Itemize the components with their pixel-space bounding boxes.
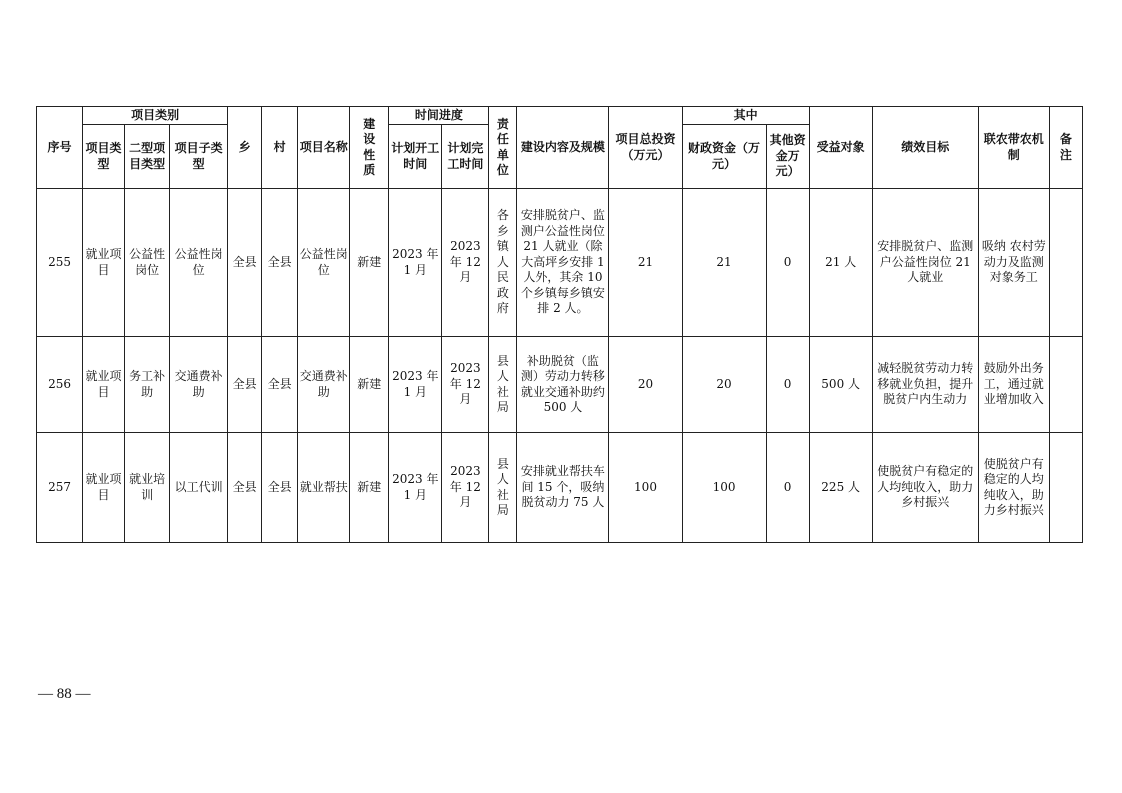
- cell-project-name: 公益性岗位: [298, 189, 350, 337]
- header-village: 村: [262, 107, 298, 189]
- cell-performance-goal: 减轻脱贫劳动力转移就业负担，提升脱贫户内生动力: [872, 337, 978, 433]
- cell-content-scale: 安排脱贫户、监测户公益性岗位 21 人就业（除大高坪乡安排 1 人外，其余 10 个乡镇每乡镇安排 2 人。: [517, 189, 609, 337]
- cell-responsible-unit: 县人社局: [489, 337, 517, 433]
- cell-fiscal-funds: 20: [682, 337, 766, 433]
- cell-village: 全县: [262, 337, 298, 433]
- cell-plan-start: 2023 年 1 月: [389, 337, 442, 433]
- cell-construction-nature: 新建: [350, 433, 389, 543]
- cell-performance-goal: 安排脱贫户、监测户公益性岗位 21 人就业: [872, 189, 978, 337]
- cell-project-type: 就业项目: [83, 189, 125, 337]
- cell-fiscal-funds: 100: [682, 433, 766, 543]
- cell-plan-end: 2023 年 12 月: [442, 433, 489, 543]
- header-sub-type: 项目子类型: [170, 125, 228, 189]
- cell-construction-nature: 新建: [350, 189, 389, 337]
- cell-secondary-type: 就业培训: [125, 433, 170, 543]
- header-content-scale: 建设内容及规模: [517, 107, 609, 189]
- table-row: [37, 337, 1083, 433]
- cell-fiscal-funds: 21: [682, 189, 766, 337]
- header-other-funds: 其他资金万元）: [766, 125, 809, 189]
- cell-project-name: 就业帮扶: [298, 433, 350, 543]
- cell-total-investment: 20: [609, 337, 682, 433]
- cell-farmer-link: 使脱贫户有稳定的人均纯收入，助力乡村振兴: [978, 433, 1049, 543]
- cell-seq: 257: [37, 433, 83, 543]
- cell-other-funds: 0: [766, 189, 809, 337]
- project-table: [36, 106, 1083, 543]
- page-number: — 88 —: [38, 686, 91, 702]
- cell-farmer-link: 鼓励外出务工，通过就业增加收入: [978, 337, 1049, 433]
- cell-remarks: [1049, 189, 1082, 337]
- cell-other-funds: 0: [766, 433, 809, 543]
- header-seq: 序号: [37, 107, 83, 189]
- header-of-which-group: 其中: [682, 107, 809, 125]
- header-farmer-link: 联农带农机制: [978, 107, 1049, 189]
- header-secondary-type: 二型项目类型: [125, 125, 170, 189]
- header-performance-goal: 绩效目标: [872, 107, 978, 189]
- header-category-group: 项目类别: [83, 107, 228, 125]
- cell-plan-start: 2023 年 1 月: [389, 433, 442, 543]
- header-remarks: 备注: [1049, 107, 1082, 189]
- cell-village: 全县: [262, 433, 298, 543]
- cell-beneficiaries: 225 人: [809, 433, 872, 543]
- header-township: 乡: [228, 107, 262, 189]
- cell-project-name: 交通费补助: [298, 337, 350, 433]
- cell-total-investment: 21: [609, 189, 682, 337]
- cell-responsible-unit: 各乡镇人民政府: [489, 189, 517, 337]
- cell-beneficiaries: 21 人: [809, 189, 872, 337]
- header-responsible-unit: 责任单位: [489, 107, 517, 189]
- cell-project-type: 就业项目: [83, 337, 125, 433]
- cell-remarks: [1049, 337, 1082, 433]
- cell-seq: 255: [37, 189, 83, 337]
- header-plan-start: 计划开工时间: [389, 125, 442, 189]
- cell-township: 全县: [228, 433, 262, 543]
- header-schedule-group: 时间进度: [389, 107, 489, 125]
- cell-performance-goal: 使脱贫户有稳定的人均纯收入，助力乡村振兴: [872, 433, 978, 543]
- cell-secondary-type: 公益性岗位: [125, 189, 170, 337]
- cell-total-investment: 100: [609, 433, 682, 543]
- cell-sub-type: 以工代训: [170, 433, 228, 543]
- cell-construction-nature: 新建: [350, 337, 389, 433]
- header-plan-end: 计划完工时间: [442, 125, 489, 189]
- cell-plan-start: 2023 年 1 月: [389, 189, 442, 337]
- table-row: [37, 433, 1083, 543]
- cell-content-scale: 安排就业帮扶车间 15 个，吸纳脱贫动力 75 人: [517, 433, 609, 543]
- cell-project-type: 就业项目: [83, 433, 125, 543]
- cell-sub-type: 交通费补助: [170, 337, 228, 433]
- header-total-investment: 项目总投资（万元）: [609, 107, 682, 189]
- cell-secondary-type: 务工补助: [125, 337, 170, 433]
- cell-responsible-unit: 县人社局: [489, 433, 517, 543]
- cell-farmer-link: 吸纳 农村劳动力及监测对象务工: [978, 189, 1049, 337]
- header-construction-nature: 建设性质: [350, 107, 389, 189]
- cell-other-funds: 0: [766, 337, 809, 433]
- cell-plan-end: 2023 年 12 月: [442, 189, 489, 337]
- cell-content-scale: 补助脱贫（监测）劳动力转移就业交通补助约 500 人: [517, 337, 609, 433]
- cell-village: 全县: [262, 189, 298, 337]
- header-beneficiaries: 受益对象: [809, 107, 872, 189]
- cell-plan-end: 2023 年 12 月: [442, 337, 489, 433]
- cell-remarks: [1049, 433, 1082, 543]
- cell-beneficiaries: 500 人: [809, 337, 872, 433]
- cell-township: 全县: [228, 189, 262, 337]
- table-row: [37, 189, 1083, 337]
- header-project-name: 项目名称: [298, 107, 350, 189]
- header-fiscal-funds: 财政资金（万元）: [682, 125, 766, 189]
- cell-seq: 256: [37, 337, 83, 433]
- cell-township: 全县: [228, 337, 262, 433]
- header-project-type: 项目类型: [83, 125, 125, 189]
- cell-sub-type: 公益性岗位: [170, 189, 228, 337]
